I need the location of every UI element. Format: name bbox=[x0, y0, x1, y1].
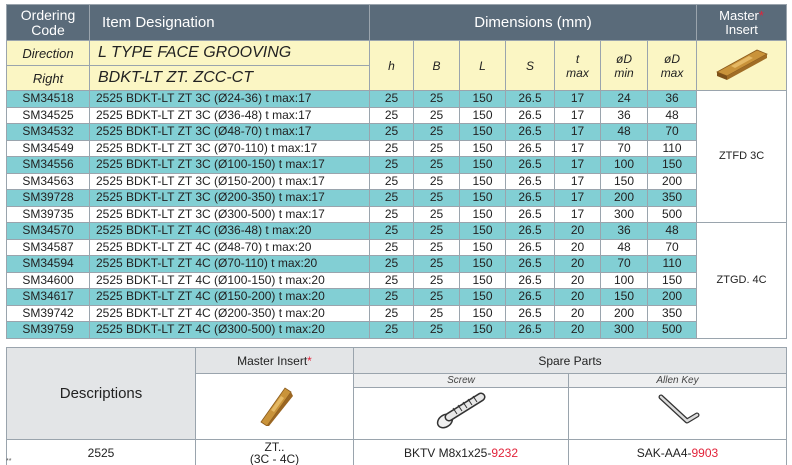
cell-dmax: 500 bbox=[648, 322, 697, 339]
cell-dmax: 110 bbox=[648, 140, 697, 157]
cell-s: 26.5 bbox=[506, 239, 555, 256]
cell-dmin: 48 bbox=[601, 124, 648, 141]
col-od-min: øD min bbox=[601, 41, 648, 91]
cell-s: 26.5 bbox=[506, 91, 555, 108]
table-row bbox=[7, 305, 787, 322]
cell-l: 150 bbox=[460, 289, 506, 306]
cell-dmax: 70 bbox=[648, 124, 697, 141]
cell-h: 25 bbox=[370, 140, 414, 157]
cell-h: 25 bbox=[370, 289, 414, 306]
cell-s: 26.5 bbox=[506, 140, 555, 157]
cell-code: SM34525 bbox=[7, 107, 90, 124]
allen-key-icon bbox=[653, 391, 703, 431]
cell-designation: 2525 BDKT-LT ZT 4C (Ø300-500) t max:20 bbox=[90, 322, 370, 339]
cell-b: 25 bbox=[414, 124, 460, 141]
cell-s: 26.5 bbox=[506, 124, 555, 141]
cell-h: 25 bbox=[370, 256, 414, 273]
cell-dmin: 100 bbox=[601, 157, 648, 174]
spec-rows bbox=[7, 91, 787, 339]
cell-h: 25 bbox=[370, 173, 414, 190]
cell-dmin: 200 bbox=[601, 305, 648, 322]
cell-h: 25 bbox=[370, 272, 414, 289]
cell-b: 25 bbox=[414, 190, 460, 207]
cell-t: 17 bbox=[555, 173, 601, 190]
item-designation-header: Item Designation bbox=[90, 5, 370, 41]
cell-designation: 2525 BDKT-LT ZT 3C (Ø150-200) t max:17 bbox=[90, 173, 370, 190]
cell-l: 150 bbox=[460, 124, 506, 141]
cell-code: SM39759 bbox=[7, 322, 90, 339]
cell-code: SM34532 bbox=[7, 124, 90, 141]
col-t-max: t max bbox=[555, 41, 601, 91]
table-row bbox=[7, 223, 787, 240]
table-row bbox=[7, 140, 787, 157]
cell-l: 150 bbox=[460, 157, 506, 174]
cell-code: SM34549 bbox=[7, 140, 90, 157]
cell-designation: 2525 BDKT-LT ZT 3C (Ø48-70) t max:17 bbox=[90, 124, 370, 141]
cell-s: 26.5 bbox=[506, 322, 555, 339]
col-l: L bbox=[460, 41, 506, 91]
screw-label: Screw bbox=[354, 374, 569, 388]
table-row bbox=[7, 91, 787, 108]
cell-t: 20 bbox=[555, 322, 601, 339]
footnote-mark: ** bbox=[6, 458, 12, 465]
master-insert-image bbox=[697, 41, 787, 91]
cell-h: 25 bbox=[370, 223, 414, 240]
screw-code: BKTV M8x1x25-9232 bbox=[354, 440, 569, 465]
cell-l: 150 bbox=[460, 190, 506, 207]
cell-designation: 2525 BDKT-LT ZT 3C (Ø200-350) t max:17 bbox=[90, 190, 370, 207]
cell-code: SM34518 bbox=[7, 91, 90, 108]
table-row bbox=[7, 107, 787, 124]
cell-designation: 2525 BDKT-LT ZT 3C (Ø24-36) t max:17 bbox=[90, 91, 370, 108]
cell-l: 150 bbox=[460, 223, 506, 240]
cell-code: SM34594 bbox=[7, 256, 90, 273]
spare-parts-table bbox=[6, 347, 787, 465]
cell-code: SM39735 bbox=[7, 206, 90, 223]
cell-l: 150 bbox=[460, 272, 506, 289]
table-row bbox=[7, 206, 787, 223]
cell-b: 25 bbox=[414, 239, 460, 256]
master-insert-image-bottom bbox=[196, 374, 354, 440]
cell-dmax: 36 bbox=[648, 91, 697, 108]
insert-value: ZT.. (3C - 4C) bbox=[196, 440, 354, 465]
cell-dmin: 300 bbox=[601, 206, 648, 223]
table-row bbox=[7, 173, 787, 190]
cell-l: 150 bbox=[460, 107, 506, 124]
table-row bbox=[7, 272, 787, 289]
cell-l: 150 bbox=[460, 91, 506, 108]
table-row bbox=[7, 157, 787, 174]
cell-b: 25 bbox=[414, 256, 460, 273]
cell-t: 20 bbox=[555, 256, 601, 273]
cell-t: 17 bbox=[555, 206, 601, 223]
table-row bbox=[7, 239, 787, 256]
cell-h: 25 bbox=[370, 206, 414, 223]
cell-s: 26.5 bbox=[506, 107, 555, 124]
cell-s: 26.5 bbox=[506, 157, 555, 174]
cell-h: 25 bbox=[370, 124, 414, 141]
cell-designation: 2525 BDKT-LT ZT 3C (Ø36-48) t max:17 bbox=[90, 107, 370, 124]
descriptions-header: Descriptions bbox=[7, 348, 196, 440]
cell-dmin: 36 bbox=[601, 223, 648, 240]
cell-dmax: 500 bbox=[648, 206, 697, 223]
table-row bbox=[7, 190, 787, 207]
cell-s: 26.5 bbox=[506, 256, 555, 273]
cell-b: 25 bbox=[414, 272, 460, 289]
cell-s: 26.5 bbox=[506, 272, 555, 289]
cell-b: 25 bbox=[414, 91, 460, 108]
cell-dmax: 150 bbox=[648, 157, 697, 174]
master-insert-3c: ZTFD 3C bbox=[697, 91, 787, 223]
cell-dmin: 150 bbox=[601, 173, 648, 190]
master-insert-header-bottom: Master Insert* bbox=[196, 348, 354, 374]
cell-t: 20 bbox=[555, 305, 601, 322]
cell-h: 25 bbox=[370, 91, 414, 108]
direction-right: Right bbox=[7, 66, 90, 91]
cell-t: 17 bbox=[555, 107, 601, 124]
grooving-insert-icon bbox=[711, 46, 773, 80]
cell-code: SM34556 bbox=[7, 157, 90, 174]
cell-t: 17 bbox=[555, 140, 601, 157]
allen-key-label: Allen Key bbox=[569, 374, 787, 388]
spare-parts-header: Spare Parts bbox=[354, 348, 787, 374]
col-h: h bbox=[370, 41, 414, 91]
cell-t: 20 bbox=[555, 223, 601, 240]
cell-t: 17 bbox=[555, 91, 601, 108]
screw-icon bbox=[431, 391, 491, 431]
col-od-max: øD max bbox=[648, 41, 697, 91]
cell-b: 25 bbox=[414, 305, 460, 322]
cell-b: 25 bbox=[414, 206, 460, 223]
cell-designation: 2525 BDKT-LT ZT 4C (Ø150-200) t max:20 bbox=[90, 289, 370, 306]
cell-code: SM34563 bbox=[7, 173, 90, 190]
cell-b: 25 bbox=[414, 173, 460, 190]
cell-s: 26.5 bbox=[506, 173, 555, 190]
cell-s: 26.5 bbox=[506, 206, 555, 223]
cell-dmax: 110 bbox=[648, 256, 697, 273]
dimensions-header: Dimensions (mm) bbox=[370, 5, 697, 41]
cell-l: 150 bbox=[460, 256, 506, 273]
cell-s: 26.5 bbox=[506, 305, 555, 322]
table-row bbox=[7, 256, 787, 273]
ordering-code-header: Ordering Code bbox=[7, 5, 90, 41]
cell-dmin: 200 bbox=[601, 190, 648, 207]
allen-key-code: SAK-AA4-9903 bbox=[569, 440, 787, 465]
tool-spec-table bbox=[6, 4, 787, 339]
master-insert-header: Master* Insert bbox=[697, 5, 787, 41]
cell-designation: 2525 BDKT-LT ZT 3C (Ø70-110) t max:17 bbox=[90, 140, 370, 157]
cell-code: SM39742 bbox=[7, 305, 90, 322]
cell-designation: 2525 BDKT-LT ZT 3C (Ø100-150) t max:17 bbox=[90, 157, 370, 174]
cell-t: 20 bbox=[555, 239, 601, 256]
col-s: S bbox=[506, 41, 555, 91]
cell-dmin: 48 bbox=[601, 239, 648, 256]
cell-s: 26.5 bbox=[506, 190, 555, 207]
direction-label: Direction bbox=[7, 41, 90, 66]
cell-b: 25 bbox=[414, 107, 460, 124]
cell-t: 17 bbox=[555, 190, 601, 207]
allen-key-image bbox=[569, 388, 787, 440]
cell-t: 20 bbox=[555, 272, 601, 289]
cell-dmax: 48 bbox=[648, 223, 697, 240]
cell-code: SM34600 bbox=[7, 272, 90, 289]
cell-b: 25 bbox=[414, 289, 460, 306]
cell-b: 25 bbox=[414, 223, 460, 240]
cell-dmax: 200 bbox=[648, 173, 697, 190]
table-row bbox=[7, 289, 787, 306]
cell-designation: 2525 BDKT-LT ZT 4C (Ø36-48) t max:20 bbox=[90, 223, 370, 240]
table-row bbox=[7, 322, 787, 339]
cell-h: 25 bbox=[370, 157, 414, 174]
cell-t: 20 bbox=[555, 289, 601, 306]
cell-code: SM34617 bbox=[7, 289, 90, 306]
table-row bbox=[7, 124, 787, 141]
cell-dmax: 350 bbox=[648, 305, 697, 322]
cell-b: 25 bbox=[414, 322, 460, 339]
cell-designation: 2525 BDKT-LT ZT 4C (Ø48-70) t max:20 bbox=[90, 239, 370, 256]
cell-l: 150 bbox=[460, 140, 506, 157]
cell-l: 150 bbox=[460, 206, 506, 223]
cell-dmin: 24 bbox=[601, 91, 648, 108]
cell-b: 25 bbox=[414, 157, 460, 174]
cell-h: 25 bbox=[370, 239, 414, 256]
grooving-insert-icon bbox=[251, 382, 299, 426]
cell-designation: 2525 BDKT-LT ZT 3C (Ø300-500) t max:17 bbox=[90, 206, 370, 223]
master-insert-4c: ZTGD. 4C bbox=[697, 223, 787, 339]
cell-l: 150 bbox=[460, 239, 506, 256]
cell-dmin: 150 bbox=[601, 289, 648, 306]
cell-s: 26.5 bbox=[506, 223, 555, 240]
screw-image bbox=[354, 388, 569, 440]
cell-h: 25 bbox=[370, 107, 414, 124]
cell-dmax: 150 bbox=[648, 272, 697, 289]
cell-s: 26.5 bbox=[506, 289, 555, 306]
tool-type-title: L TYPE FACE GROOVING bbox=[90, 41, 370, 66]
cell-dmax: 350 bbox=[648, 190, 697, 207]
cell-dmin: 300 bbox=[601, 322, 648, 339]
cell-h: 25 bbox=[370, 305, 414, 322]
cell-l: 150 bbox=[460, 322, 506, 339]
cell-dmin: 70 bbox=[601, 256, 648, 273]
cell-code: SM39728 bbox=[7, 190, 90, 207]
tool-series-title: BDKT-LT ZT. ZCC-CT bbox=[90, 66, 370, 91]
cell-t: 17 bbox=[555, 157, 601, 174]
cell-designation: 2525 BDKT-LT ZT 4C (Ø200-350) t max:20 bbox=[90, 305, 370, 322]
cell-dmin: 70 bbox=[601, 140, 648, 157]
cell-code: SM34587 bbox=[7, 239, 90, 256]
size-value: 2525 bbox=[7, 440, 196, 465]
cell-t: 17 bbox=[555, 124, 601, 141]
cell-h: 25 bbox=[370, 322, 414, 339]
cell-dmax: 70 bbox=[648, 239, 697, 256]
cell-dmin: 100 bbox=[601, 272, 648, 289]
cell-dmax: 48 bbox=[648, 107, 697, 124]
col-b: B bbox=[414, 41, 460, 91]
cell-b: 25 bbox=[414, 140, 460, 157]
cell-code: SM34570 bbox=[7, 223, 90, 240]
cell-dmax: 200 bbox=[648, 289, 697, 306]
cell-l: 150 bbox=[460, 305, 506, 322]
cell-dmin: 36 bbox=[601, 107, 648, 124]
cell-h: 25 bbox=[370, 190, 414, 207]
cell-l: 150 bbox=[460, 173, 506, 190]
cell-designation: 2525 BDKT-LT ZT 4C (Ø70-110) t max:20 bbox=[90, 256, 370, 273]
cell-designation: 2525 BDKT-LT ZT 4C (Ø100-150) t max:20 bbox=[90, 272, 370, 289]
